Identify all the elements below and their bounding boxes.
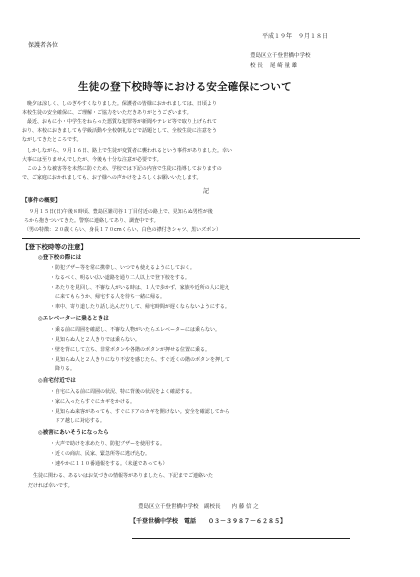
list-item: 降りる。 (50, 366, 76, 372)
intro-line: 本校生徒の安全確保に、ご理解・ご協力をいただきありがとうございます。 (22, 110, 192, 116)
ki-mark: 記 (203, 188, 210, 195)
divider (22, 238, 360, 239)
incident-heading: 【事件の概要】 (22, 198, 61, 204)
incident-line: （男の特徴：２０歳くらい、身長１７０cmくらい、白色の襟付きシャツ、黒いズボン） (24, 227, 222, 233)
intro-line: おり、本校におきましても学級活動や全校朝礼などで話題として、全校生徒に注意をう (22, 128, 217, 134)
signature-phone: 【千登世橋中学校 電話 ０３－３９８７－６２８５】 (130, 518, 287, 525)
section-title: ◎エレベーターに乗るときは (38, 316, 109, 322)
list-item: ・速やかに１１０番通報をする。（未遂であっても） (50, 461, 168, 467)
intro-line: このような被害等を未然に防ぐため、学校では下記の内容で生徒に指導しておりますの (22, 166, 222, 172)
list-item: に来てもらうか、帰宅する人を待ち一緒に帰る。 (50, 294, 166, 300)
list-item: ・なるべく、明るい広い道路を通り二人以上で登下校をする。 (50, 275, 190, 281)
list-item: ・近くの商店、民家、緊急所等に逃げ込む。 (50, 451, 151, 457)
list-item: ・車中、寄り道したり話し込んだりして、帰宅時間が遅くならないようにする。 (50, 304, 230, 310)
section-title: ◎登下校の際には (38, 255, 82, 261)
school-name: 豊島区立千登世橋中学校 (250, 53, 311, 59)
list-item: ・見知らぬ来客があっても、すぐにドアのカギを開けない。安全を確認してから (50, 409, 230, 415)
list-item: ・大声で助けを求めたり、防犯ブザーを使用する。 (50, 441, 166, 447)
list-item: ・乗る前に周囲を確認し、不審な人物がいたらエレベーターには乗らない。 (50, 327, 221, 333)
list-item: ・あたりを見回し、不審な人がいる時は、１人で歩かず、家族や近所の人に迎え (50, 285, 230, 291)
addressee: 保護者各位 (28, 42, 59, 49)
list-item: ・家に入ったらすぐにカギをかける。 (50, 399, 136, 405)
intro-line: 大事には至りませんでしたが、今後も十分な注意が必要です。 (22, 157, 162, 163)
intro-line: ながしてきたところです。 (22, 137, 82, 143)
list-item: ・見知らぬ人と２人きりになり不安を感じたら、すぐ近くの階のボタンを押して (50, 357, 231, 363)
intro-line: しかしながら、９月１６日、路上で生徒が変質者に襲われるという事件がありました。幸い (22, 148, 233, 154)
list-item: ・自宅に入る前に周囲の状況、特に背後の状況をよく確認する。 (50, 389, 196, 395)
signature-name: 豊島区立千登世橋中学校 副校長 内 藤 信 之 (138, 504, 259, 510)
list-item: ・防犯ブザー等を常に携帯し、いつでも使えるようにしておく。 (50, 265, 195, 271)
signature-underline (132, 538, 350, 539)
list-item: ドア越しに対応する。 (50, 418, 105, 424)
section-title: ◎自宅付近では (38, 378, 76, 384)
date-line: 平成１９年 ９月１８日 (262, 33, 329, 40)
intro-line: 最近、おもに小・中学生をねらった悪質な犯罪等が新聞やテレビ等で取り上げられて (22, 119, 217, 125)
principal-name: 校 長 尾 崎 量 雄 (250, 63, 298, 69)
closing-line: 生徒に関わる、あるいはお気づきの情報等がありましたら、下記までご連絡いた (28, 473, 214, 479)
intro-line: 晩夕は涼しく、しのぎやすくなりました。保護者の皆様におかれましては、日頃より (22, 101, 217, 107)
list-item: ・壁を背にして立ち、非常ボタンや各階のボタンが押せる位置に乗る。 (50, 347, 211, 353)
page-title: 生徒の登下校時等における安全確保について (78, 81, 292, 93)
list-item: ・見知らぬ人と２人きりでは乗らない。 (50, 337, 141, 343)
incident-line: ９月１５日(日)午後８時頃、豊島区雑司谷１丁目付近の路上で、見知らぬ男性が後 (24, 209, 213, 215)
section-title: ◎被害にあいそうになったら (38, 430, 109, 436)
guidance-heading: 【登下校時等の注意】 (22, 243, 87, 251)
incident-line: ろから抱きついてきた。警察に連絡してあり、調査中です。 (24, 218, 159, 224)
intro-line: で、ご家庭におかれましても、お子様への声かけをよろしくお願いいたします。 (22, 175, 202, 181)
closing-line: だければ幸いです。 (28, 483, 73, 489)
